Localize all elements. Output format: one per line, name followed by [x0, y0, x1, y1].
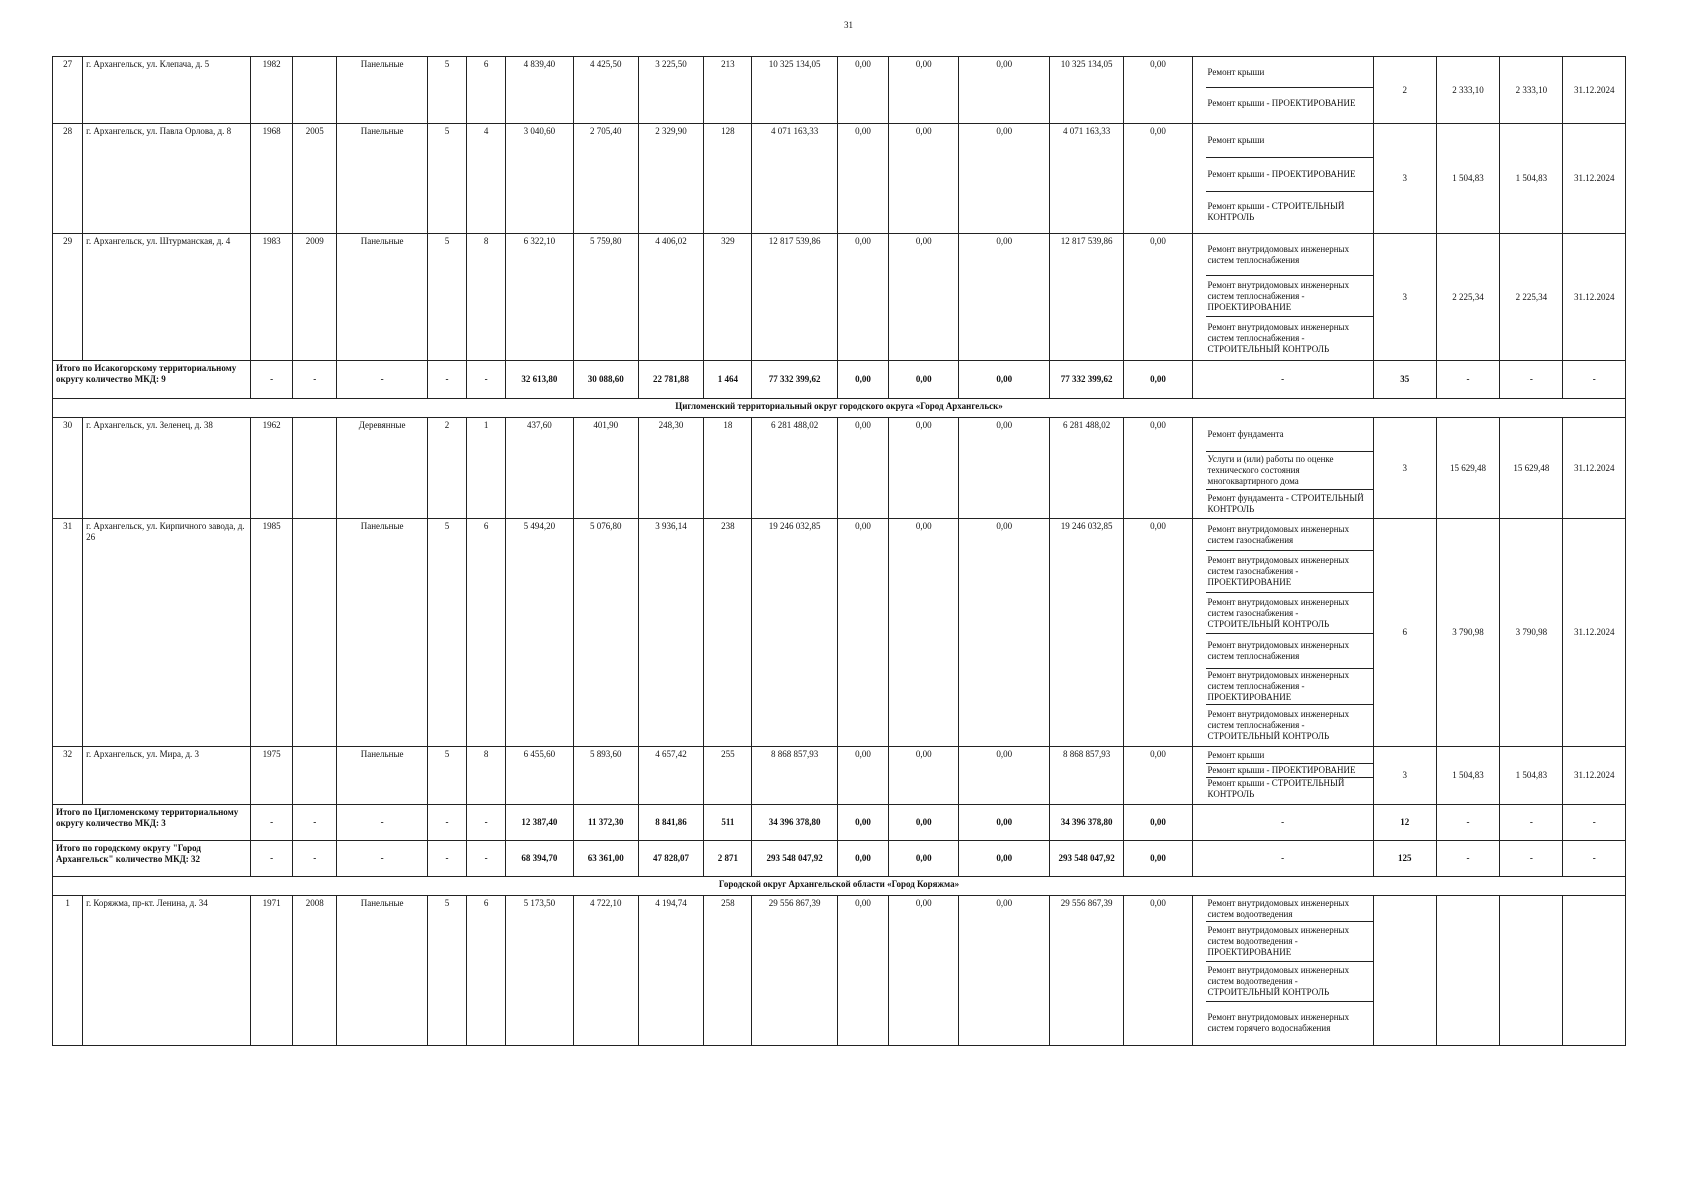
work-item: Ремонт внутридомовых инженерных систем газоснабжения [1206, 519, 1373, 551]
fund-other-cell: 0,00 [1124, 124, 1192, 234]
unit-cost-cell: 15 629,48 [1436, 418, 1499, 519]
max-unit-cost-cell [1500, 896, 1563, 1046]
works-list [1206, 234, 1373, 360]
works-cell [1192, 896, 1373, 1046]
fund-region-cell: 0,00 [889, 57, 959, 124]
table-row [53, 747, 1626, 805]
living-area-cell: 63 361,00 [573, 841, 638, 877]
capital-repair-table [52, 56, 1626, 1046]
table-row [53, 57, 1626, 124]
total-row [53, 361, 1626, 399]
work-item: Ремонт крыши - СТРОИТЕЛЬНЫЙ КОНТРОЛЬ [1207, 778, 1345, 799]
works-list [1206, 418, 1373, 518]
works-count-cell: 12 [1373, 805, 1436, 841]
year-overhaul-cell: 2008 [293, 896, 337, 1046]
dash-cell: - [337, 841, 427, 877]
fund-owners-cell: 77 332 399,62 [1049, 361, 1123, 399]
fund-owners-cell: 12 817 539,86 [1049, 234, 1123, 361]
works-count-cell: 125 [1373, 841, 1436, 877]
works-cell [1192, 418, 1373, 519]
max-unit-cost-cell: 3 790,98 [1500, 519, 1563, 747]
work-item: Ремонт внутридомовых инженерных систем газоснабжения - СТРОИТЕЛЬНЫЙ КОНТРОЛЬ [1206, 593, 1373, 634]
work-item: Ремонт крыши [1206, 747, 1373, 764]
dash-cell: - [427, 805, 466, 841]
living-area-cell: 4 722,10 [573, 896, 638, 1046]
dash-cell: - [1500, 361, 1563, 399]
fund-other-cell: 0,00 [1124, 896, 1192, 1046]
entrances-cell: 6 [467, 57, 506, 124]
fund-region-cell: 0,00 [889, 234, 959, 361]
fund-fsr-cell: 0,00 [837, 747, 888, 805]
year-built-cell: 1971 [250, 896, 292, 1046]
address-cell: г. Архангельск, ул. Зеленец, д. 38 [83, 418, 251, 519]
section-header-row [53, 399, 1626, 418]
fund-region-cell: 0,00 [889, 418, 959, 519]
entrances-cell: 6 [467, 519, 506, 747]
residents-cell: 238 [704, 519, 752, 747]
fund-owners-cell: 10 325 134,05 [1049, 57, 1123, 124]
work-item: Ремонт внутридомовых инженерных систем водоотведения - СТРОИТЕЛЬНЫЙ КОНТРОЛЬ [1206, 962, 1373, 1002]
dash-cell: - [467, 841, 506, 877]
floors-cell: 5 [427, 747, 466, 805]
works-count-cell: 3 [1373, 418, 1436, 519]
works-dash-cell: - [1192, 841, 1373, 877]
total-area-cell: 437,60 [506, 418, 573, 519]
fund-other-cell: 0,00 [1124, 519, 1192, 747]
living-area-cell: 2 705,40 [573, 124, 638, 234]
works-list [1206, 519, 1373, 745]
residents-cell: 329 [704, 234, 752, 361]
dash-cell: - [1500, 841, 1563, 877]
residents-cell: 18 [704, 418, 752, 519]
fund-region-cell: 0,00 [889, 124, 959, 234]
year-overhaul-cell [293, 418, 337, 519]
fund-owners-cell: 4 071 163,33 [1049, 124, 1123, 234]
work-item: Ремонт крыши - ПРОЕКТИРОВАНИЕ [1206, 158, 1373, 192]
residential-area-cell: 2 329,90 [638, 124, 703, 234]
work-item: Услуги и (или) работы по оценке технического состояния многоквартирного дома [1206, 452, 1373, 490]
fund-fsr-cell: 0,00 [837, 361, 888, 399]
total-label: Итого по городскому округу "Город Архангельск" количество МКД: 32 [53, 841, 251, 877]
living-area-cell: 11 372,30 [573, 805, 638, 841]
deadline-cell: 31.12.2024 [1563, 124, 1626, 234]
dash-cell: - [337, 805, 427, 841]
deadline-cell: 31.12.2024 [1563, 234, 1626, 361]
dash-cell: - [1563, 361, 1626, 399]
living-area-cell: 30 088,60 [573, 361, 638, 399]
cost-total-cell: 10 325 134,05 [752, 57, 837, 124]
floors-cell: 2 [427, 418, 466, 519]
fund-fsr-cell: 0,00 [837, 519, 888, 747]
year-overhaul-cell [293, 57, 337, 124]
row-number: 29 [53, 234, 83, 361]
wall-material-cell: Панельные [337, 896, 427, 1046]
year-built-cell: 1968 [250, 124, 292, 234]
cost-total-cell: 293 548 047,92 [752, 841, 837, 877]
floors-cell: 5 [427, 57, 466, 124]
work-item: Ремонт внутридомовых инженерных систем теплоснабжения - ПРОЕКТИРОВАНИЕ [1206, 669, 1373, 705]
work-item: Ремонт крыши - ПРОЕКТИРОВАНИЕ [1206, 764, 1373, 778]
row-number: 1 [53, 896, 83, 1046]
address-cell: г. Архангельск, ул. Штурманская, д. 4 [83, 234, 251, 361]
work-item: Ремонт внутридомовых инженерных систем горячего водоснабжения [1207, 1012, 1350, 1033]
total-area-cell: 3 040,60 [506, 124, 573, 234]
dash-cell: - [337, 361, 427, 399]
address-cell: г. Архангельск, ул. Павла Орлова, д. 8 [83, 124, 251, 234]
max-unit-cost-cell: 15 629,48 [1500, 418, 1563, 519]
work-item: Ремонт внутридомовых инженерных систем теплоснабжения - СТРОИТЕЛЬНЫЙ КОНТРОЛЬ [1207, 322, 1350, 354]
entrances-cell: 1 [467, 418, 506, 519]
residential-area-cell: 3 936,14 [638, 519, 703, 747]
works-list [1206, 57, 1373, 119]
living-area-cell: 5 759,80 [573, 234, 638, 361]
wall-material-cell: Панельные [337, 57, 427, 124]
fund-local-cell: 0,00 [959, 747, 1049, 805]
residential-area-cell: 3 225,50 [638, 57, 703, 124]
unit-cost-cell: 3 790,98 [1436, 519, 1499, 747]
living-area-cell: 5 893,60 [573, 747, 638, 805]
residential-area-cell: 248,30 [638, 418, 703, 519]
works-count-cell: 3 [1373, 747, 1436, 805]
cost-total-cell: 29 556 867,39 [752, 896, 837, 1046]
work-item: Ремонт фундамента - СТРОИТЕЛЬНЫЙ КОНТРОЛЬ [1207, 493, 1364, 514]
residents-cell: 213 [704, 57, 752, 124]
works-cell [1192, 519, 1373, 747]
works-count-cell: 3 [1373, 124, 1436, 234]
residents-cell: 511 [704, 805, 752, 841]
residential-area-cell: 47 828,07 [638, 841, 703, 877]
fund-region-cell: 0,00 [889, 361, 959, 399]
unit-cost-cell: 2 333,10 [1436, 57, 1499, 124]
residents-cell: 2 871 [704, 841, 752, 877]
address-cell: г. Архангельск, ул. Кирпичного завода, д. 26 [83, 519, 251, 747]
works-list [1206, 124, 1373, 232]
residents-cell: 258 [704, 896, 752, 1046]
fund-region-cell: 0,00 [889, 896, 959, 1046]
fund-other-cell: 0,00 [1124, 841, 1192, 877]
work-item: Ремонт фундамента [1206, 418, 1373, 452]
dash-cell: - [293, 805, 337, 841]
total-label: Итого по Исакогорскому территориальному округу количество МКД: 9 [53, 361, 251, 399]
dash-cell: - [1436, 361, 1499, 399]
cost-total-cell: 77 332 399,62 [752, 361, 837, 399]
cost-total-cell: 12 817 539,86 [752, 234, 837, 361]
total-row [53, 841, 1626, 877]
total-area-cell: 12 387,40 [506, 805, 573, 841]
max-unit-cost-cell: 2 333,10 [1500, 57, 1563, 124]
total-area-cell: 68 394,70 [506, 841, 573, 877]
works-count-cell: 3 [1373, 234, 1436, 361]
fund-other-cell: 0,00 [1124, 57, 1192, 124]
address-cell: г. Коряжма, пр-кт. Ленина, д. 34 [83, 896, 251, 1046]
fund-fsr-cell: 0,00 [837, 841, 888, 877]
wall-material-cell: Панельные [337, 234, 427, 361]
residents-cell: 128 [704, 124, 752, 234]
unit-cost-cell: 1 504,83 [1436, 747, 1499, 805]
max-unit-cost-cell: 1 504,83 [1500, 124, 1563, 234]
wall-material-cell: Панельные [337, 519, 427, 747]
year-built-cell: 1985 [250, 519, 292, 747]
dash-cell: - [250, 841, 292, 877]
unit-cost-cell [1436, 896, 1499, 1046]
section-header-row [53, 877, 1626, 896]
works-count-cell: 2 [1373, 57, 1436, 124]
fund-other-cell: 0,00 [1124, 747, 1192, 805]
fund-fsr-cell: 0,00 [837, 57, 888, 124]
table-row [53, 519, 1626, 747]
residents-cell: 255 [704, 747, 752, 805]
fund-region-cell: 0,00 [889, 519, 959, 747]
fund-owners-cell: 8 868 857,93 [1049, 747, 1123, 805]
total-label: Итого по Цигломенскому территориальному округу количество МКД: 3 [53, 805, 251, 841]
dash-cell: - [427, 841, 466, 877]
fund-local-cell: 0,00 [959, 361, 1049, 399]
wall-material-cell: Панельные [337, 124, 427, 234]
living-area-cell: 401,90 [573, 418, 638, 519]
address-cell: г. Архангельск, ул. Мира, д. 3 [83, 747, 251, 805]
dash-cell: - [293, 841, 337, 877]
row-number: 28 [53, 124, 83, 234]
works-cell [1192, 234, 1373, 361]
entrances-cell: 4 [467, 124, 506, 234]
dash-cell: - [467, 361, 506, 399]
year-built-cell: 1982 [250, 57, 292, 124]
living-area-cell: 5 076,80 [573, 519, 638, 747]
fund-other-cell: 0,00 [1124, 418, 1192, 519]
year-overhaul-cell [293, 747, 337, 805]
fund-region-cell: 0,00 [889, 805, 959, 841]
residents-cell: 1 464 [704, 361, 752, 399]
fund-fsr-cell: 0,00 [837, 124, 888, 234]
fund-local-cell: 0,00 [959, 234, 1049, 361]
cost-total-cell: 34 396 378,80 [752, 805, 837, 841]
residential-area-cell: 4 657,42 [638, 747, 703, 805]
fund-local-cell: 0,00 [959, 57, 1049, 124]
residential-area-cell: 4 194,74 [638, 896, 703, 1046]
residential-area-cell: 22 781,88 [638, 361, 703, 399]
deadline-cell [1563, 896, 1626, 1046]
work-item: Ремонт крыши - СТРОИТЕЛЬНЫЙ КОНТРОЛЬ [1207, 201, 1345, 222]
fund-region-cell: 0,00 [889, 841, 959, 877]
total-area-cell: 6 322,10 [506, 234, 573, 361]
row-number: 27 [53, 57, 83, 124]
fund-fsr-cell: 0,00 [837, 805, 888, 841]
fund-other-cell: 0,00 [1124, 805, 1192, 841]
fund-local-cell: 0,00 [959, 841, 1049, 877]
fund-owners-cell: 34 396 378,80 [1049, 805, 1123, 841]
work-item: Ремонт внутридомовых инженерных систем газоснабжения - ПРОЕКТИРОВАНИЕ [1206, 551, 1373, 593]
deadline-cell: 31.12.2024 [1563, 747, 1626, 805]
works-cell [1192, 747, 1373, 805]
row-number: 32 [53, 747, 83, 805]
dash-cell: - [1436, 805, 1499, 841]
entrances-cell: 8 [467, 234, 506, 361]
dash-cell: - [467, 805, 506, 841]
works-dash-cell: - [1192, 805, 1373, 841]
section-title: Цигломенский территориальный округ городского округа «Город Архангельск» [53, 399, 1626, 418]
total-area-cell: 5 494,20 [506, 519, 573, 747]
dash-cell: - [427, 361, 466, 399]
total-area-cell: 6 455,60 [506, 747, 573, 805]
year-overhaul-cell: 2009 [293, 234, 337, 361]
unit-cost-cell: 1 504,83 [1436, 124, 1499, 234]
works-cell [1192, 57, 1373, 124]
work-item: Ремонт внутридомовых инженерных систем теплоснабжения [1206, 634, 1373, 669]
max-unit-cost-cell: 1 504,83 [1500, 747, 1563, 805]
year-built-cell: 1975 [250, 747, 292, 805]
dash-cell: - [1563, 805, 1626, 841]
cost-total-cell: 8 868 857,93 [752, 747, 837, 805]
works-list [1206, 896, 1373, 1044]
entrances-cell: 8 [467, 747, 506, 805]
wall-material-cell: Деревянные [337, 418, 427, 519]
floors-cell: 5 [427, 896, 466, 1046]
fund-owners-cell: 19 246 032,85 [1049, 519, 1123, 747]
table-row [53, 234, 1626, 361]
works-count-cell: 35 [1373, 361, 1436, 399]
table-row [53, 896, 1626, 1046]
fund-local-cell: 0,00 [959, 418, 1049, 519]
fund-fsr-cell: 0,00 [837, 896, 888, 1046]
year-built-cell: 1983 [250, 234, 292, 361]
deadline-cell: 31.12.2024 [1563, 418, 1626, 519]
cost-total-cell: 6 281 488,02 [752, 418, 837, 519]
floors-cell: 5 [427, 519, 466, 747]
year-built-cell: 1962 [250, 418, 292, 519]
deadline-cell: 31.12.2024 [1563, 519, 1626, 747]
year-overhaul-cell: 2005 [293, 124, 337, 234]
dash-cell: - [1436, 841, 1499, 877]
works-count-cell [1373, 896, 1436, 1046]
fund-fsr-cell: 0,00 [837, 234, 888, 361]
deadline-cell: 31.12.2024 [1563, 57, 1626, 124]
row-number: 30 [53, 418, 83, 519]
total-area-cell: 4 839,40 [506, 57, 573, 124]
floors-cell: 5 [427, 124, 466, 234]
dash-cell: - [1563, 841, 1626, 877]
dash-cell: - [1500, 805, 1563, 841]
residential-area-cell: 8 841,86 [638, 805, 703, 841]
page-number: 31 [844, 20, 853, 30]
work-item: Ремонт внутридомовых инженерных систем водоотведения [1206, 896, 1373, 922]
work-item: Ремонт крыши [1206, 124, 1373, 158]
works-dash-cell: - [1192, 361, 1373, 399]
works-list [1206, 747, 1373, 800]
row-number: 31 [53, 519, 83, 747]
living-area-cell: 4 425,50 [573, 57, 638, 124]
works-cell [1192, 124, 1373, 234]
dash-cell: - [293, 361, 337, 399]
max-unit-cost-cell: 2 225,34 [1500, 234, 1563, 361]
fund-owners-cell: 6 281 488,02 [1049, 418, 1123, 519]
fund-fsr-cell: 0,00 [837, 418, 888, 519]
table-row [53, 418, 1626, 519]
unit-cost-cell: 2 225,34 [1436, 234, 1499, 361]
work-item: Ремонт внутридомовых инженерных систем водоотведения - ПРОЕКТИРОВАНИЕ [1206, 922, 1373, 962]
fund-local-cell: 0,00 [959, 519, 1049, 747]
total-area-cell: 32 613,80 [506, 361, 573, 399]
fund-region-cell: 0,00 [889, 747, 959, 805]
fund-local-cell: 0,00 [959, 124, 1049, 234]
fund-other-cell: 0,00 [1124, 234, 1192, 361]
fund-owners-cell: 29 556 867,39 [1049, 896, 1123, 1046]
year-overhaul-cell [293, 519, 337, 747]
residential-area-cell: 4 406,02 [638, 234, 703, 361]
fund-local-cell: 0,00 [959, 896, 1049, 1046]
cost-total-cell: 19 246 032,85 [752, 519, 837, 747]
cost-total-cell: 4 071 163,33 [752, 124, 837, 234]
section-title: Городской округ Архангельской области «Город Коряжма» [53, 877, 1626, 896]
wall-material-cell: Панельные [337, 747, 427, 805]
dash-cell: - [250, 361, 292, 399]
work-item: Ремонт внутридомовых инженерных систем теплоснабжения - ПРОЕКТИРОВАНИЕ [1206, 276, 1373, 317]
work-item: Ремонт внутридомовых инженерных систем теплоснабжения - СТРОИТЕЛЬНЫЙ КОНТРОЛЬ [1207, 708, 1350, 741]
floors-cell: 5 [427, 234, 466, 361]
fund-local-cell: 0,00 [959, 805, 1049, 841]
work-item: Ремонт внутридомовых инженерных систем теплоснабжения [1206, 234, 1373, 276]
entrances-cell: 6 [467, 896, 506, 1046]
table-row [53, 124, 1626, 234]
work-item: Ремонт крыши - ПРОЕКТИРОВАНИЕ [1207, 98, 1356, 108]
total-row [53, 805, 1626, 841]
address-cell: г. Архангельск, ул. Клепача, д. 5 [83, 57, 251, 124]
fund-other-cell: 0,00 [1124, 361, 1192, 399]
fund-owners-cell: 293 548 047,92 [1049, 841, 1123, 877]
works-count-cell: 6 [1373, 519, 1436, 747]
dash-cell: - [250, 805, 292, 841]
total-area-cell: 5 173,50 [506, 896, 573, 1046]
work-item: Ремонт крыши [1206, 57, 1373, 88]
